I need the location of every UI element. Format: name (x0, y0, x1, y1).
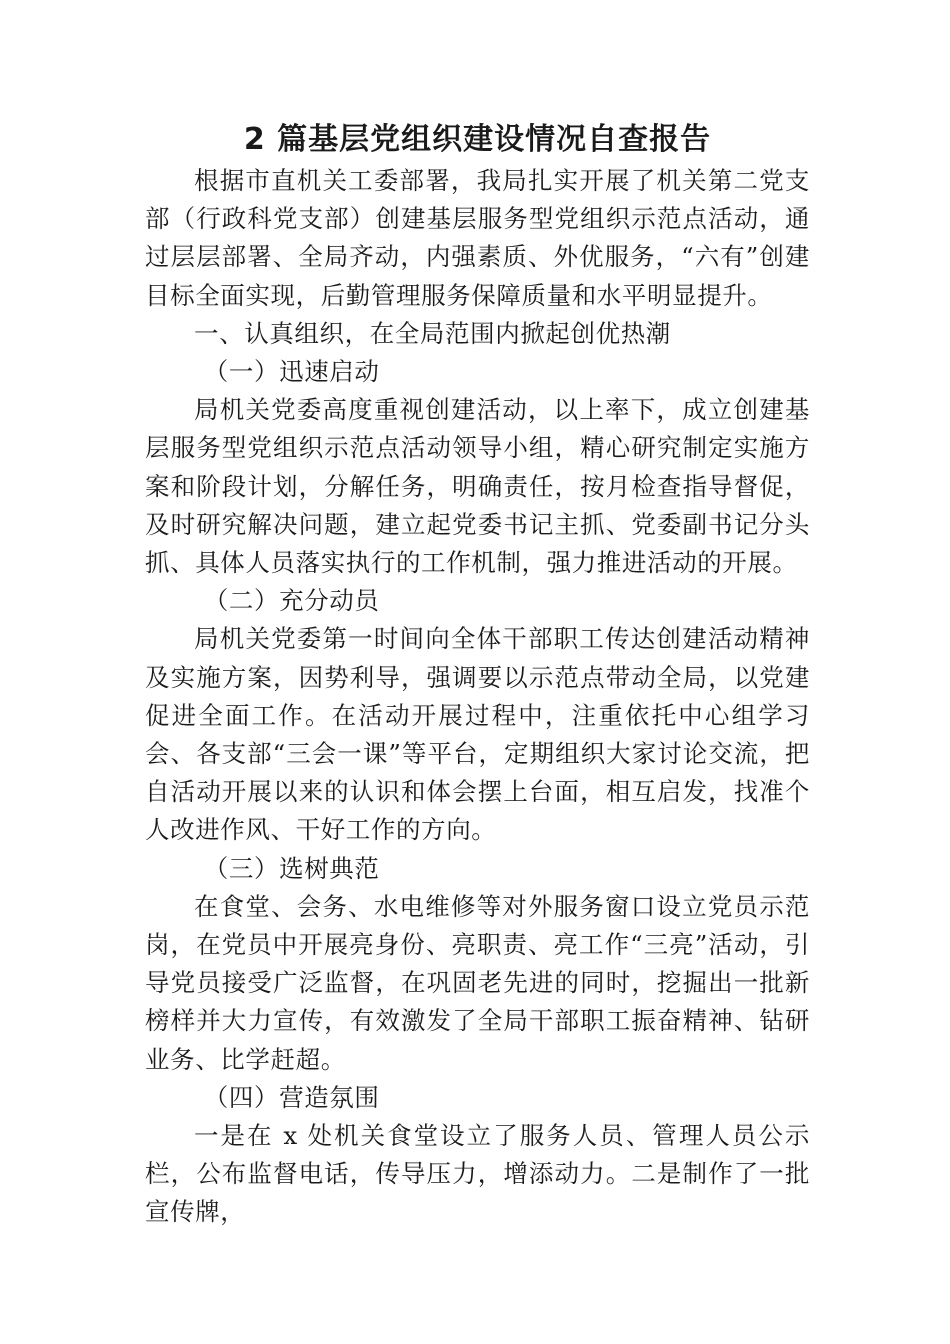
section-heading-1: 一、认真组织，在全局范围内掀起创优热潮 (194, 318, 671, 348)
subsection-body-1: 局机关党委高度重视创建活动，以上率下，成立创建基层服务型党组织示范点活动领导小组，精心研究制定实施方案和阶段计划，分解任务，明确责任，按月检查指导督促，及时研究解决问题，建立起党委书记主抓、党委副书记分头抓、具体人员落实执行的工作机制，强力推进活动的开展。 (145, 395, 810, 578)
subsection-body-4: 一是在 x 处机关食堂设立了服务人员、管理人员公示栏，公布监督电话，传导压力，增添动力。二是制作了一批宣传牌， (145, 1121, 810, 1227)
subsection-body-3: 在食堂、会务、水电维修等对外服务窗口设立党员示范岗，在党员中开展亮身份、亮职责、亮工作“三亮”活动，引导党员接受广泛监督，在巩固老先进的同时，挖掘出一批新榜样并大力宣传，有效激发了全局干部职工振奋精神、钻研业务、比学赶超。 (145, 891, 810, 1074)
subsection-heading-1: （一）迅速启动 (203, 357, 380, 387)
document-page (145, 118, 810, 1232)
subsection-body-2: 局机关党委第一时间向全体干部职工传达创建活动精神及实施方案，因势利导，强调要以示范点带动全局，以党建促进全面工作。在活动开展过程中，注重依托中心组学习会、各支部“三会一课”等平台，定期组织大家讨论交流，把自活动开展以来的认识和体会摆上台面，相互启发，找准个人改进作风、干好工作的方向。 (145, 624, 810, 845)
subsection-heading-3: （三）选树典范 (203, 853, 380, 883)
subsection-heading-4: （四）营造氛围 (203, 1082, 380, 1112)
intro-paragraph: 根据市直机关工委部署，我局扎实开展了机关第二党支部（行政科党支部）创建基层服务型党组织示范点活动，通过层层部署、全局齐动，内强素质、外优服务，“六有”创建目标全面实现，后勤管理服务保障质量和水平明显提升。 (145, 166, 810, 310)
subsection-heading-2: （二）充分动员 (203, 586, 380, 616)
document-title: 2 篇基层党组织建设情况自查报告 (243, 122, 712, 157)
